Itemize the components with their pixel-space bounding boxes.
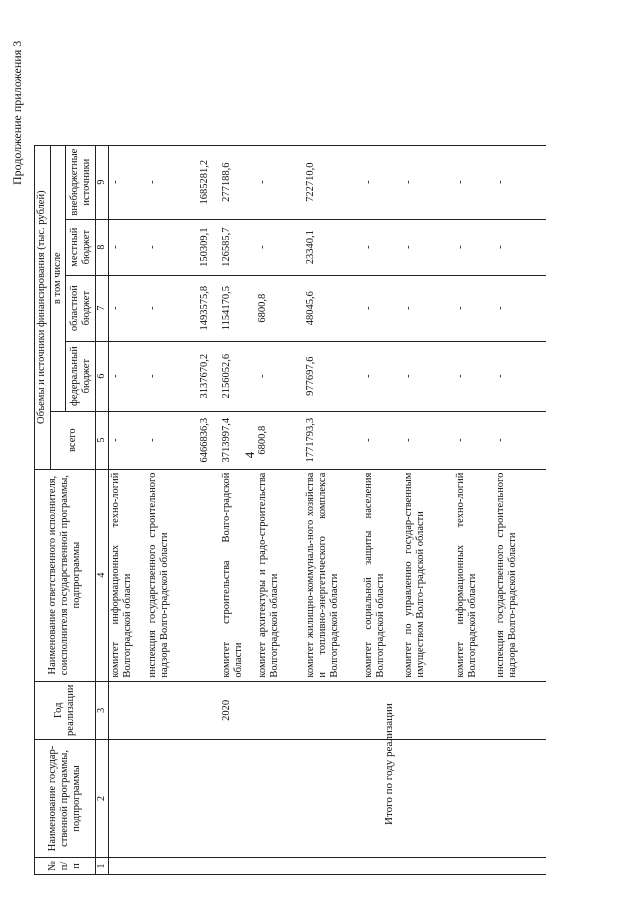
local-cell: - [454, 219, 494, 275]
local-cell: - [146, 219, 198, 275]
regional-cell: - [108, 275, 146, 341]
regional-cell: 6800,8 [256, 275, 304, 341]
year-total-all: 6466836,3 [198, 411, 220, 469]
federal-cell: 2156052,6 [220, 341, 256, 411]
extra-cell: - [494, 145, 546, 219]
column-index: 5 [96, 411, 109, 469]
federal-cell: - [146, 341, 198, 411]
header-executor: Наименование ответственного исполнителя, соисполнителя государственной программы, подпрограммы [35, 469, 96, 681]
total-cell: - [362, 411, 402, 469]
year-total-extra: 1685281,2 [198, 145, 220, 219]
federal-cell: - [402, 341, 454, 411]
regional-cell: - [362, 275, 402, 341]
total-cell: - [146, 411, 198, 469]
executor-cell: инспекция государственного строительного надзора Волго-градской области [146, 469, 198, 681]
federal-cell: - [256, 341, 304, 411]
table-row [146, 145, 198, 874]
executor-cell: комитет социальной защиты населения Волгоградской области [362, 469, 402, 681]
column-index: 3 [96, 681, 109, 739]
header-program: Наименование государ-ственной программы, подпрограммы [35, 739, 96, 857]
table-row [220, 145, 256, 874]
extra-cell: - [146, 145, 198, 219]
column-index: 4 [96, 469, 109, 681]
executor-cell: инспекция государственного строительного надзора Волго-градской области [494, 469, 546, 681]
local-cell: 23340,1 [304, 219, 362, 275]
column-index: 9 [96, 145, 109, 219]
funding-table [34, 145, 546, 875]
regional-cell: 48045,6 [304, 275, 362, 341]
local-cell: 126585,7 [220, 219, 256, 275]
year-total-local: 150309,1 [198, 219, 220, 275]
table-row [256, 145, 304, 874]
federal-cell: - [362, 341, 402, 411]
year-total-label: Итого по году реализации [383, 703, 395, 825]
table-row [108, 145, 146, 874]
extra-cell: - [454, 145, 494, 219]
column-index: 8 [96, 219, 109, 275]
column-index-row [96, 145, 109, 874]
year-total-row [198, 145, 220, 874]
extra-cell: - [402, 145, 454, 219]
table-row [454, 145, 494, 874]
header-year: Год реализации [35, 681, 96, 739]
extra-cell: - [362, 145, 402, 219]
local-cell: - [494, 219, 546, 275]
total-cell: 3713997,4 [220, 411, 256, 469]
header-extra: внебюджетные источники [66, 145, 96, 219]
header-number: № п/п [35, 857, 96, 874]
header-federal: федеральный бюджет [66, 341, 96, 411]
federal-cell: - [454, 341, 494, 411]
year-total-regional: 1493575,8 [198, 275, 220, 341]
federal-cell: 977697,6 [304, 341, 362, 411]
header-funding: Объемы и источники финансирования (тыс. рублей) [35, 145, 51, 469]
regional-cell: - [494, 275, 546, 341]
federal-cell: - [494, 341, 546, 411]
local-cell: - [256, 219, 304, 275]
column-index: 1 [96, 857, 109, 874]
total-cell: - [108, 411, 146, 469]
regional-cell: - [454, 275, 494, 341]
header-local: местный бюджет [66, 219, 96, 275]
total-cell: 1771793,3 [304, 411, 362, 469]
extra-cell: 277188,6 [220, 145, 256, 219]
year-cell: 2020 [220, 681, 256, 739]
year-total-federal: 3137670,2 [198, 341, 220, 411]
page-number: 4 [242, 451, 257, 459]
table-row [304, 145, 362, 874]
extra-cell: - [108, 145, 146, 219]
header-total: всего [51, 411, 96, 469]
executor-cell: комитет информационных техно-логий Волгоградской области [108, 469, 146, 681]
regional-cell: - [146, 275, 198, 341]
executor-cell: комитет архитектуры и градо-строительства Волгоградской области [256, 469, 304, 681]
extra-cell: 722710,0 [304, 145, 362, 219]
regional-cell: 1154170,5 [220, 275, 256, 341]
total-cell: - [454, 411, 494, 469]
regional-cell: - [402, 275, 454, 341]
column-index: 2 [96, 739, 109, 857]
column-index: 7 [96, 275, 109, 341]
local-cell: - [362, 219, 402, 275]
table-row [494, 145, 546, 874]
extra-cell: - [256, 145, 304, 219]
federal-cell: - [108, 341, 146, 411]
local-cell: - [402, 219, 454, 275]
total-cell: 6800,8 [256, 411, 304, 469]
executor-cell: комитет строительства Волго-градской области [220, 469, 256, 681]
total-cell: - [402, 411, 454, 469]
header-including: в том числе [51, 145, 66, 411]
executor-cell: комитет по управлению государ-ственным имуществом Волго-градской области [402, 469, 454, 681]
appendix-note: Продолжение приложения 3 [10, 40, 24, 185]
executor-cell: комитет жилищно-коммуналь-ного хозяйства и топливно-энергетического комплекса Волгоградской области [304, 469, 362, 681]
table-row [402, 145, 454, 874]
executor-cell: комитет информационных техно-логий Волгоградской области [454, 469, 494, 681]
header-regional: областной бюджет [66, 275, 96, 341]
total-cell: - [494, 411, 546, 469]
local-cell: - [108, 219, 146, 275]
column-index: 6 [96, 341, 109, 411]
